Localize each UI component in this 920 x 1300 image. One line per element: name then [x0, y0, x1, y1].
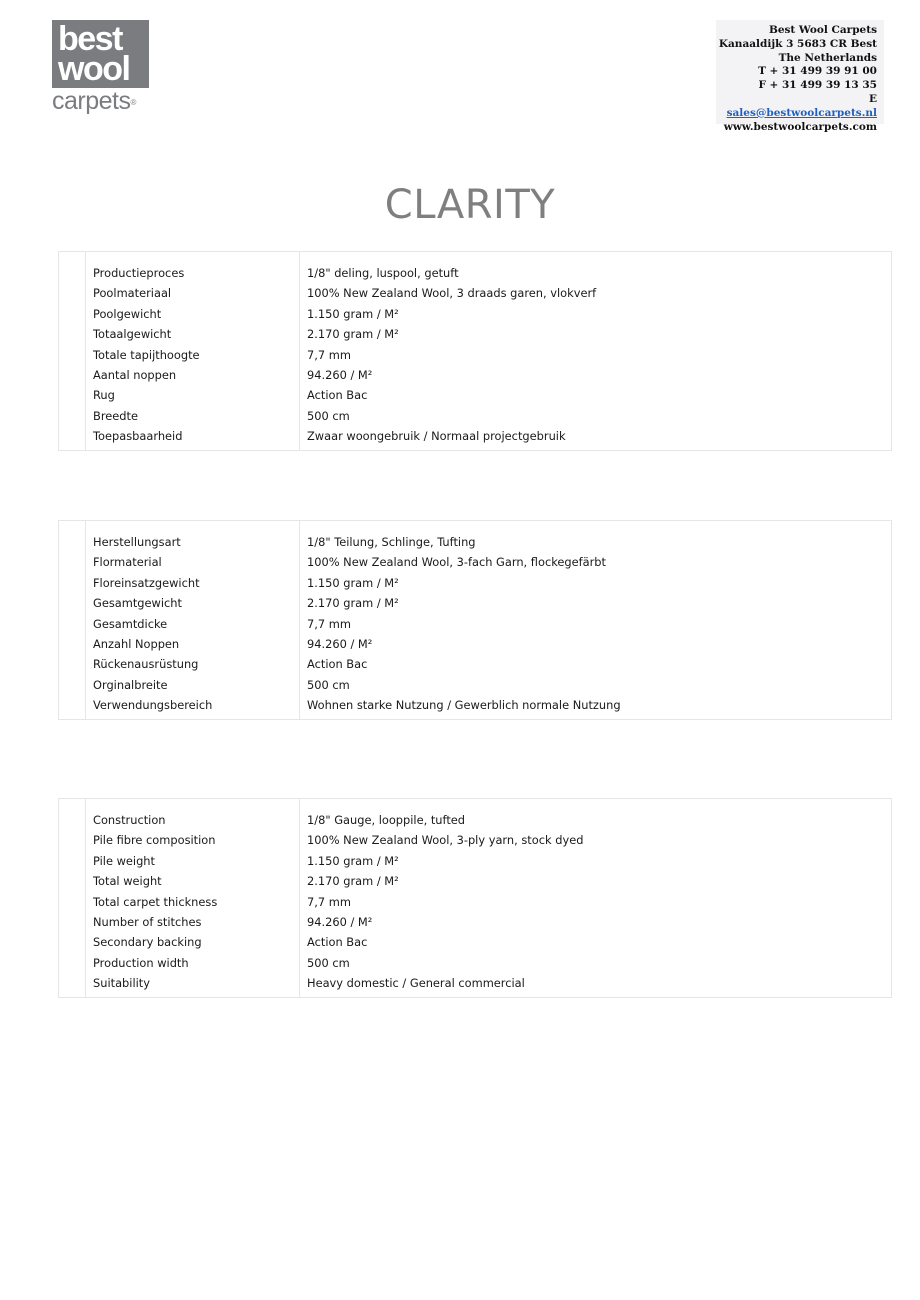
spec-value: 94.260 / M²: [307, 636, 373, 651]
spec-value: 500 cm: [307, 955, 350, 970]
spec-value: 1/8" Teilung, Schlinge, Tufting: [307, 535, 476, 549]
spec-value: 100% New Zealand Wool, 3-ply yarn, stock dyed: [307, 833, 584, 848]
spec-value: 1/8" Gauge, looppile, tufted: [307, 813, 466, 827]
logo-word-wool: wool: [58, 50, 130, 88]
logo-carpets-text: carpets: [52, 87, 131, 115]
spec-label: Rug: [93, 388, 115, 403]
spec-label: Flormaterial: [93, 555, 162, 570]
spec-label: Production width: [93, 955, 189, 970]
spec-label: Pile weight: [93, 853, 155, 868]
spec-value: 2.170 gram / M²: [307, 596, 399, 611]
spec-label: Rückenausrüstung: [93, 657, 199, 672]
spec-label: Orginalbreite: [93, 677, 168, 692]
logo-word-carpets: [52, 88, 152, 114]
spec-value: 500 cm: [307, 677, 350, 692]
email-line: [716, 93, 877, 121]
table-row: [59, 426, 891, 446]
spec-label: Suitability: [93, 976, 150, 991]
spec-value: Action Bac: [307, 657, 368, 672]
spec-value: Wohnen starke Nutzung / Gewerblich normale Nutzung: [307, 698, 621, 713]
spec-label: Aantal noppen: [93, 367, 177, 382]
spec-value: 7,7 mm: [307, 616, 351, 631]
table-row: [59, 973, 891, 993]
spec-label: Secondary backing: [93, 935, 202, 950]
company-logo: [52, 20, 152, 118]
spec-label: Total weight: [93, 874, 162, 889]
table-row: [59, 593, 891, 613]
table-row: [59, 324, 891, 344]
table-row: [59, 532, 891, 552]
table-row: [59, 385, 891, 405]
table-row: [59, 810, 891, 830]
table-row: [59, 932, 891, 952]
spec-value: 500 cm: [307, 408, 350, 423]
company-name: Best Wool Carpets: [768, 24, 877, 36]
spec-value: 100% New Zealand Wool, 3-fach Garn, flockegefärbt: [307, 555, 607, 570]
spec-value: Action Bac: [307, 388, 368, 403]
spec-label: Gesamtgewicht: [93, 596, 182, 611]
table-row: [59, 304, 891, 324]
spec-label: Totale tapijthoogte: [93, 347, 200, 362]
table-row: [59, 552, 891, 572]
address-block: [716, 20, 884, 133]
logo-block: [52, 20, 149, 88]
spec-table-german: [58, 520, 892, 720]
email-prefix: E: [868, 92, 877, 105]
table-row: [59, 614, 891, 634]
spec-label: Total carpet thickness: [93, 894, 218, 909]
table-row: [59, 345, 891, 365]
table-row: [59, 953, 891, 973]
spec-label: Poolgewicht: [93, 306, 162, 321]
street-address: Kanaaldijk 3 5683 CR Best: [718, 37, 877, 50]
spec-value: 1.150 gram / M²: [307, 853, 399, 868]
table-row: [59, 695, 891, 715]
table-row: [59, 675, 891, 695]
spec-label: Number of stitches: [93, 914, 202, 929]
table-row: [59, 912, 891, 932]
spec-value: Heavy domestic / General commercial: [307, 976, 525, 991]
product-title: CLARITY: [384, 182, 556, 228]
table-row: [59, 365, 891, 385]
table-row: [59, 830, 891, 850]
spec-value: 2.170 gram / M²: [307, 327, 399, 342]
spec-label: Pile fibre composition: [93, 833, 216, 848]
spec-value: 7,7 mm: [307, 894, 351, 909]
table-row: [59, 406, 891, 426]
spec-value: 1.150 gram / M²: [307, 575, 399, 590]
table-row: [59, 263, 891, 283]
spec-value: 7,7 mm: [307, 347, 351, 362]
spec-label: Totaalgewicht: [93, 327, 172, 342]
table-row: [59, 283, 891, 303]
spec-rows: [59, 521, 891, 716]
table-row: [59, 654, 891, 674]
spec-label: Poolmateriaal: [93, 286, 172, 301]
table-row: [59, 634, 891, 654]
spec-value: Action Bac: [307, 935, 368, 950]
spec-value: 1.150 gram / M²: [307, 306, 399, 321]
country: The Netherlands: [778, 51, 877, 64]
spec-label: Floreinsatzgewicht: [93, 575, 200, 590]
spec-value: 94.260 / M²: [307, 914, 373, 929]
table-row: [59, 892, 891, 912]
spec-value: 1/8" deling, luspool, getuft: [307, 266, 459, 280]
phone-number: T + 31 499 39 91 00: [758, 65, 877, 78]
spec-rows: [59, 799, 891, 994]
email-link[interactable]: sales@bestwoolcarpets.nl: [726, 106, 877, 119]
table-row: [59, 573, 891, 593]
logo-registered-mark: ®: [130, 98, 136, 107]
spec-value: 94.260 / M²: [307, 367, 373, 382]
spec-label: Construction: [93, 813, 166, 827]
spec-value: 100% New Zealand Wool, 3 draads garen, vlokverf: [307, 286, 597, 301]
spec-table-english: [58, 798, 892, 998]
spec-label: Toepasbaarheid: [93, 429, 183, 444]
spec-label: Breedte: [93, 408, 138, 423]
table-row: [59, 871, 891, 891]
spec-label: Productieproces: [93, 266, 185, 280]
table-row: [59, 851, 891, 871]
spec-label: Verwendungsbereich: [93, 698, 213, 713]
logo-word-best: best: [58, 20, 122, 58]
spec-table-dutch: [58, 251, 892, 451]
spec-label: Gesamtdicke: [93, 616, 168, 631]
website: www.bestwoolcarpets.com: [723, 120, 877, 133]
fax-number: F + 31 499 39 13 35: [758, 79, 877, 92]
spec-value: 2.170 gram / M²: [307, 874, 399, 889]
spec-label: Herstellungsart: [93, 535, 181, 549]
spec-rows: [59, 252, 891, 447]
spec-value: Zwaar woongebruik / Normaal projectgebruik: [307, 429, 566, 444]
spec-label: Anzahl Noppen: [93, 636, 180, 651]
